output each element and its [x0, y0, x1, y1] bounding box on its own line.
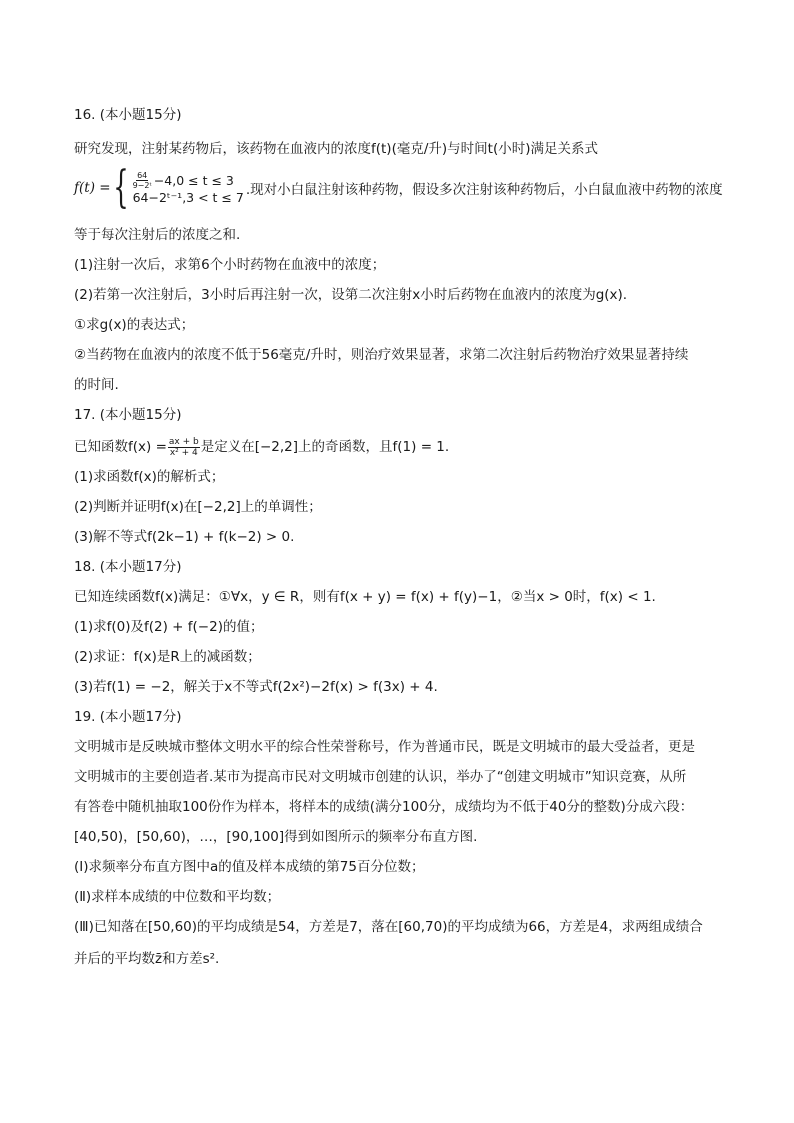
- q16-part2b-line1: ②当药物在血液内的浓度不低于56毫克/升时，则治疗效果显著，求第二次注射后药物治疗效果显著持续: [74, 347, 689, 363]
- q19-line3: 有答卷中随机抽取100份作为样本，将样本的成绩(满分100分，成绩均为不低于40分的整数)分成六段：: [74, 799, 694, 815]
- exam-page: [74, 96, 734, 968]
- q16-case1-rest: −4,0 ≤ t ≤ 3: [153, 173, 234, 188]
- q16-cases: [133, 171, 244, 205]
- q17-part1: (1)求函数f(x)的解析式；: [74, 469, 225, 485]
- q19-heading: 19. (本小题17分): [74, 709, 182, 725]
- q16-case1-numerator: 64: [137, 171, 148, 180]
- q18-intro: 已知连续函数f(x)满足：①∀x，y ∈ R，则有f(x + y) = f(x) + f(y)−1，②当x > 0时，f(x) < 1.: [74, 589, 656, 605]
- q16-part2b-line2: 的时间.: [74, 377, 119, 393]
- q16-after-cases: .现对小白鼠注射该种药物，假设多次注射该种药物后，小白鼠血液中药物的浓度: [245, 182, 723, 198]
- q16-heading: 16. (本小题15分): [74, 107, 182, 123]
- left-brace-icon: {: [112, 162, 129, 213]
- q16-part1: (1)注射一次后，求第6个小时药物在血液中的浓度；: [74, 257, 386, 273]
- q16-line3: 等于每次注射后的浓度之和.: [74, 227, 241, 243]
- q16-intro: 研究发现，注射某药物后，该药物在血液内的浓度f(t)(毫克/升)与时间t(小时)满足关系式: [74, 141, 598, 157]
- q19-line1: 文明城市是反映城市整体文明水平的综合性荣誉称号，作为普通市民，既是文明城市的最大受益者，更是: [74, 739, 695, 755]
- q19-line2: 文明城市的主要创造者.某市为提高市民对文明城市创建的认识，举办了“创建文明城市”知识竞赛，从所: [74, 769, 687, 785]
- q19-part3-line2: 并后的平均数z̄和方差s².: [74, 951, 220, 967]
- q16-case2: 64−2ᵗ⁻¹,3 < t ≤ 7: [132, 190, 244, 205]
- q17-intro: [74, 436, 734, 458]
- q17-intro-pre: 已知函数f(x) =: [74, 439, 167, 455]
- q18-part2: (2)求证：f(x)是R上的减函数；: [74, 649, 261, 665]
- q17-frac-numerator: ax + b: [168, 436, 199, 447]
- q17-heading: 17. (本小题15分): [74, 407, 182, 423]
- q16-part2: (2)若第一次注射后，3小时后再注射一次，设第二次注射x小时后药物在血液内的浓度为g(x).: [74, 287, 628, 303]
- q19-part3-line1: (Ⅲ)已知落在[50,60)的平均成绩是54，方差是7，落在[60,70)的平均成绩为66，方差是4，求两组成绩合: [74, 919, 703, 935]
- q18-heading: 18. (本小题17分): [74, 559, 182, 575]
- q16-piecewise-formula: [74, 162, 734, 213]
- q19-part1: (Ⅰ)求频率分布直方图中a的值及样本成绩的第75百分位数；: [74, 859, 425, 875]
- q17-intro-post: 是定义在[−2,2]上的奇函数，且f(1) = 1.: [200, 439, 450, 455]
- q17-frac-denominator: x² + 4: [169, 447, 198, 458]
- q17-part2: (2)判断并证明f(x)在[−2,2]上的单调性；: [74, 499, 322, 515]
- q19-part2: (Ⅱ)求样本成绩的中位数和平均数；: [74, 889, 281, 905]
- q18-part1: (1)求f(0)及f(2) + f(−2)的值；: [74, 619, 264, 635]
- q19-line4: [40,50)，[50,60)，…，[90,100]得到如图所示的频率分布直方图.: [74, 829, 478, 845]
- q16-f-label: f(t) =: [74, 180, 111, 196]
- q16-case1-denominator: 9−2ᵗ: [132, 181, 152, 190]
- q18-part3: (3)若f(1) = −2，解关于x不等式f(2x²)−2f(x) > f(3x) + 4.: [74, 679, 438, 695]
- q16-part2a: ①求g(x)的表达式；: [74, 317, 195, 333]
- q17-part3: (3)解不等式f(2k−1) + f(k−2) > 0.: [74, 529, 295, 545]
